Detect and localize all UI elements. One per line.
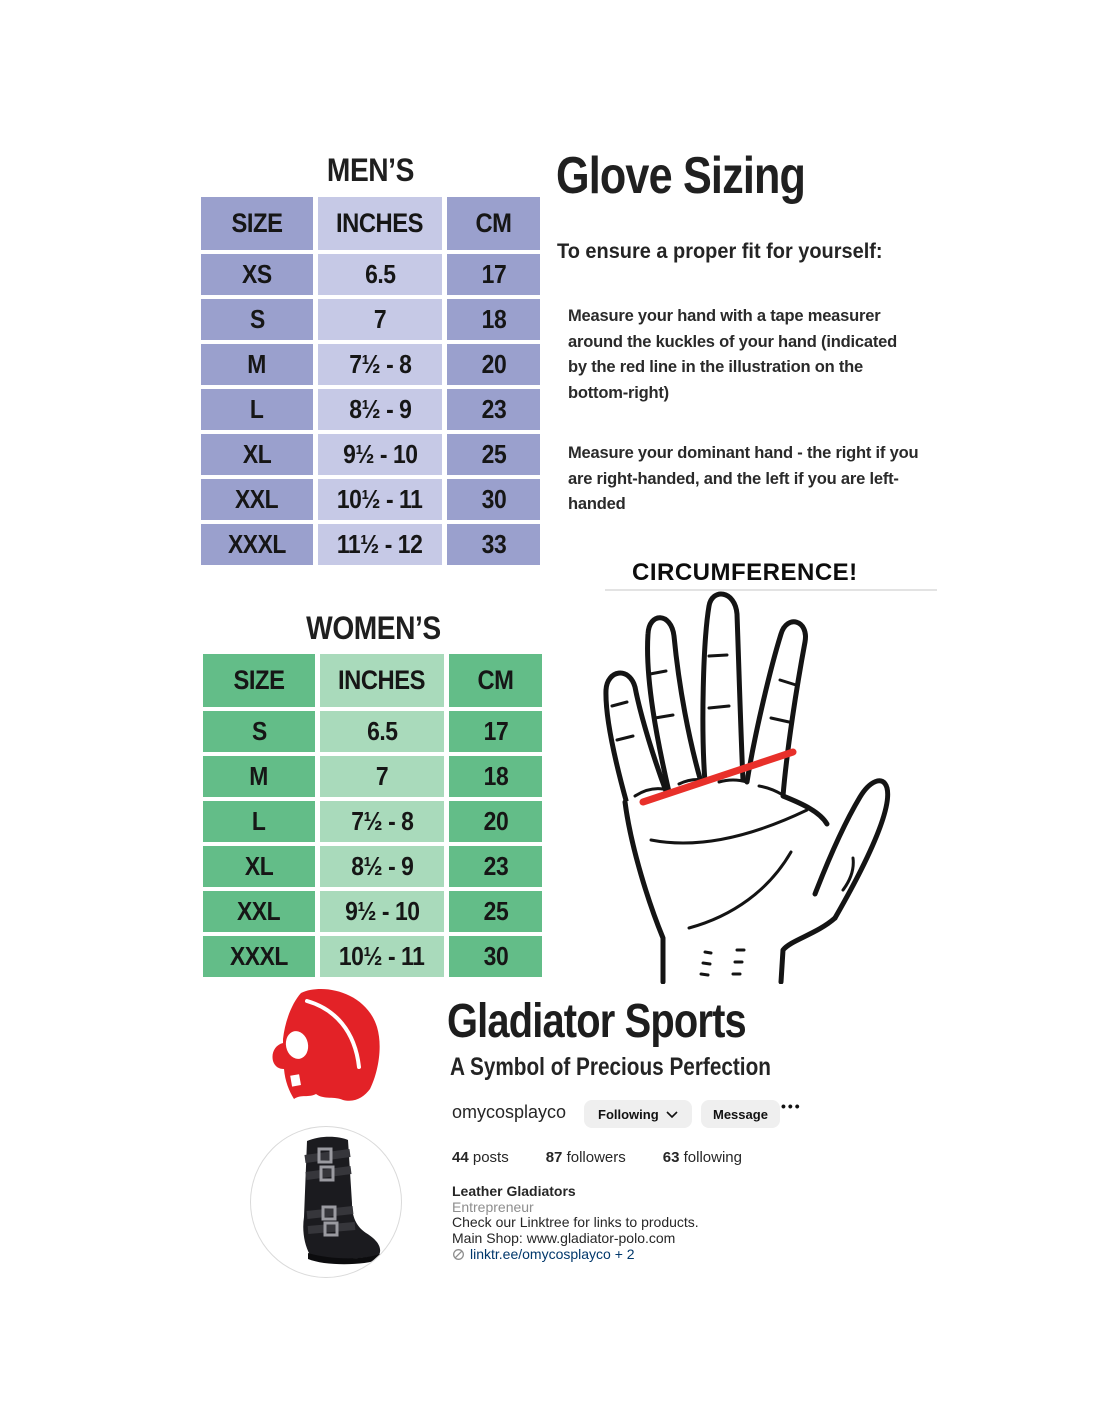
column-header-cell: INCHES (320, 654, 444, 707)
table-cell: L (203, 801, 315, 842)
helmet-mouth-slit (290, 1074, 301, 1086)
stat-posts: 44 posts (452, 1149, 509, 1166)
table-cell: 7½ - 8 (320, 801, 444, 842)
profile-bio (452, 1184, 792, 1263)
column-header-cell: SIZE (201, 197, 313, 250)
table-cell: L (201, 389, 313, 430)
table-cell: M (201, 344, 313, 385)
table-cell: 6.5 (318, 254, 442, 295)
table-cell: 7 (320, 756, 444, 797)
stat-followers[interactable]: 87 followers (545, 1149, 626, 1166)
table-cell: S (203, 711, 315, 752)
table-cell: XXL (201, 479, 313, 520)
table-cell: XL (203, 846, 315, 887)
sizing-intro: To ensure a proper fit for yourself: (557, 240, 883, 263)
sizing-step-1: Measure your hand with a tape measurer around the kuckles of your hand (indicated by the red line in the illustration on the bottom-right) (568, 307, 897, 402)
table-cell: 17 (447, 254, 540, 295)
column-header-cell: SIZE (203, 654, 315, 707)
table-cell: XS (201, 254, 313, 295)
table-cell: 7 (318, 299, 442, 340)
table-cell: 18 (447, 299, 540, 340)
table-cell: 9½ - 10 (318, 434, 442, 475)
profile-category: Entrepreneur (452, 1198, 534, 1215)
chevron-down-icon (666, 1111, 678, 1118)
following-button[interactable] (584, 1100, 692, 1128)
following-button-label: Following (598, 1106, 659, 1122)
profile-stats (452, 1149, 779, 1166)
message-button-label: Message (713, 1106, 768, 1122)
profile-avatar[interactable] (250, 1126, 402, 1278)
table-cell: 23 (447, 389, 540, 430)
table-cell: 20 (449, 801, 542, 842)
table-cell: 25 (449, 891, 542, 932)
index-finger (747, 622, 805, 796)
more-options-button[interactable]: ••• (781, 1098, 802, 1114)
table-cell: 8½ - 9 (318, 389, 442, 430)
bio-line: Check our Linktree for links to products. (452, 1214, 699, 1230)
table-cell: 11½ - 12 (318, 524, 442, 565)
stat-following[interactable]: 63 following (662, 1149, 742, 1166)
profile-display-name: Leather Gladiators (452, 1183, 576, 1199)
table-cell: 10½ - 11 (318, 479, 442, 520)
table-cell: 6.5 (320, 711, 444, 752)
table-cell: XXL (203, 891, 315, 932)
boot-image (251, 1127, 401, 1277)
circumference-label: CIRCUMFERENCE! (632, 559, 858, 586)
table-cell: 8½ - 9 (320, 846, 444, 887)
mens-table-title: MEN’S (327, 152, 414, 188)
table-cell: 9½ - 10 (320, 891, 444, 932)
link-icon (452, 1248, 465, 1261)
table-cell: S (201, 299, 313, 340)
womens-size-table (203, 654, 542, 977)
middle-finger (703, 594, 743, 782)
hand-measurement-illustration (577, 590, 939, 984)
table-cell: 7½ - 8 (318, 344, 442, 385)
column-header-cell: CM (449, 654, 542, 707)
profile-username: omycosplayco (452, 1102, 567, 1122)
message-button[interactable] (701, 1100, 780, 1128)
glove-sizing-heading: Glove Sizing (556, 147, 806, 205)
gladiator-helmet-logo-icon (259, 985, 401, 1105)
table-cell: 30 (449, 936, 542, 977)
palm (625, 788, 830, 982)
table-cell: 20 (447, 344, 540, 385)
table-cell: M (203, 756, 315, 797)
womens-table-title: WOMEN’S (306, 610, 441, 646)
column-header-cell: CM (447, 197, 540, 250)
table-cell: 10½ - 11 (320, 936, 444, 977)
table-cell: 30 (447, 479, 540, 520)
brand-name: Gladiator Sports (447, 995, 746, 1048)
table-cell: XL (201, 434, 313, 475)
table-cell: 18 (449, 756, 542, 797)
mens-size-table (201, 197, 540, 565)
column-header-cell: INCHES (318, 197, 442, 250)
table-cell: XXXL (203, 936, 315, 977)
table-cell: XXXL (201, 524, 313, 565)
bio-line: Main Shop: www.gladiator-polo.com (452, 1229, 676, 1246)
table-cell: 17 (449, 711, 542, 752)
table-cell: 33 (447, 524, 540, 565)
profile-link[interactable] (452, 1247, 792, 1263)
table-cell: 25 (447, 434, 540, 475)
brand-tagline: A Symbol of Precious Perfection (450, 1053, 771, 1081)
sizing-step-2: Measure your dominant hand - the right if you are right-handed, and the left if you are left-handed (568, 444, 919, 513)
table-cell: 23 (449, 846, 542, 887)
profile-link-text: linktr.ee/omycosplayco + 2 (470, 1246, 635, 1262)
